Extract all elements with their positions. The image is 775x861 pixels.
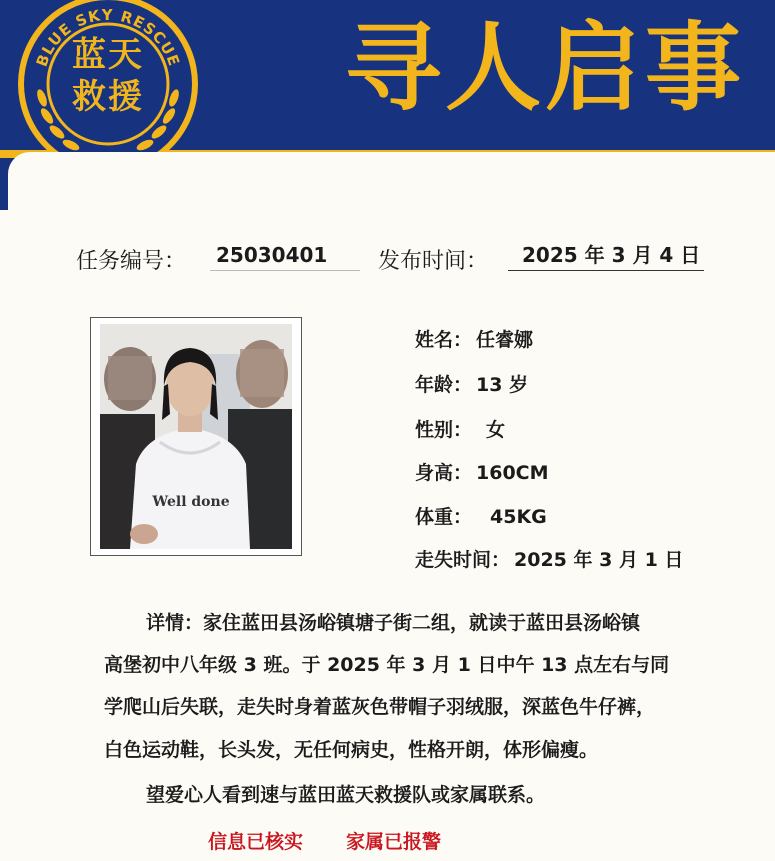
publish-time-value: 2025 年 3 月 4 日	[522, 243, 701, 267]
reported-note: 家属已报警	[346, 831, 442, 853]
page-title: 寻人启事	[345, 12, 745, 124]
field-gender	[415, 415, 505, 442]
logo-line1: 蓝天	[72, 35, 144, 75]
missing-time-value: 2025 年 3 月 1 日	[514, 549, 684, 571]
logo-ring-text: BLUE SKY RESCUE	[32, 5, 184, 69]
details-line-1: 详情：家住蓝田县汤峪镇塘子街二组，就读于蓝田县汤峪镇	[146, 612, 641, 634]
height-label: 身高：	[415, 462, 473, 484]
height-value: 160CM	[476, 462, 549, 484]
name-value: 任睿娜	[476, 329, 534, 351]
publish-time-underline	[508, 270, 704, 271]
age-label: 年龄：	[415, 374, 473, 396]
shirt-text: Well done	[152, 494, 230, 510]
weight-value: 45KG	[490, 506, 547, 528]
field-age	[415, 370, 528, 397]
field-missing-time	[415, 545, 683, 572]
missing-time-label: 走失时间：	[415, 549, 511, 571]
details-line-2: 高堡初中八年级 3 班。于 2025 年 3 月 1 日中午 13 点左右与同	[104, 654, 670, 676]
task-number-value: 25030401	[216, 243, 328, 267]
details-line-3: 学爬山后失联，走失时身着蓝灰色带帽子羽绒服，深蓝色牛仔裤，	[104, 696, 656, 718]
gender-value: 女	[486, 419, 506, 441]
details-line-5: 望爱心人看到速与蓝田蓝天救援队或家属联系。	[146, 784, 546, 806]
name-label: 姓名：	[415, 329, 473, 351]
missing-person-photo	[100, 324, 292, 549]
field-weight	[415, 502, 547, 529]
age-value: 13 岁	[476, 374, 529, 396]
task-number-underline	[210, 270, 360, 271]
field-height	[415, 458, 549, 485]
verified-note: 信息已核实	[208, 831, 304, 853]
logo-line2: 救援	[72, 77, 144, 117]
logo-name	[58, 34, 158, 118]
details-line-4: 白色运动鞋，长头发，无任何病史，性格开朗，体形偏瘦。	[104, 739, 599, 761]
weight-label: 体重：	[415, 506, 473, 528]
gender-label: 性别：	[415, 419, 473, 441]
missing-person-photo-frame	[90, 317, 302, 556]
field-name	[415, 325, 533, 352]
task-number-label: 任务编号：	[76, 249, 187, 274]
publish-time-label: 发布时间：	[378, 249, 489, 274]
